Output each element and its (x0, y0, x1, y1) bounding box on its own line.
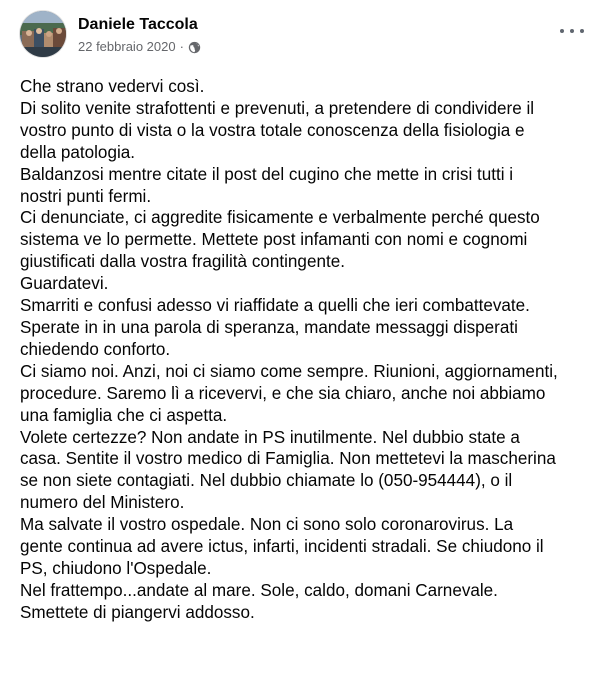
post-message-line: procedure. Saremo lì a ricevervi, e che sia chiaro, anche noi abbiamo (20, 383, 546, 403)
post-message-line: Ci denunciate, ci aggredite fisicamente e verbalmente perché questo (20, 208, 540, 228)
more-options-icon[interactable] (560, 23, 584, 39)
post-message-line: Smarriti e confusi adesso vi riaffidate a quelli che ieri combattevate. (20, 296, 530, 316)
post-message-line: casa. Sentite il vostro medico di Famiglia. Non mettetevi la mascherina (20, 449, 556, 469)
post-message-line: Ci siamo noi. Anzi, noi ci siamo come sempre. Riunioni, aggiornamenti, (20, 361, 558, 381)
post-message-line: numero del Ministero. (20, 493, 185, 513)
post-message-line: Ma salvate il vostro ospedale. Non ci sono solo coronarovirus. La (20, 515, 514, 535)
more-dot (580, 29, 584, 33)
post-message-line: Smettete di piangervi addosso. (20, 602, 255, 622)
more-dot (560, 29, 564, 33)
post-meta (78, 39, 201, 55)
post-message-line: Guardatevi. (20, 274, 109, 294)
meta-separator: · (179, 39, 184, 54)
globe-icon[interactable] (188, 41, 201, 54)
more-dot (570, 29, 574, 33)
post-message-line: vostro punto di vista o la vostra totale conoscenza della fisiologia e (20, 120, 525, 140)
post-message-line: Volete certezze? Non andate in PS inutilmente. Nel dubbio state a (20, 427, 520, 447)
post-message-line: nostri punti fermi. (20, 186, 152, 206)
post-message-line: Di solito venite strafottenti e prevenuti, a pretendere di condividere il (20, 98, 535, 118)
post-message-line: gente continua ad avere ictus, infarti, incidenti stradali. Se chiudono il (20, 537, 544, 557)
author-name[interactable]: Daniele Taccola (78, 16, 198, 33)
post-message-line: Sperate in in una parola di speranza, mandate messaggi disperati (20, 317, 518, 337)
post-message-line: una famiglia che ci aspetta. (20, 405, 228, 425)
post-message-line: sistema ve lo permette. Mettete post infamanti con nomi e cognomi (20, 230, 528, 250)
post-header (20, 11, 590, 61)
post-message-line: della patologia. (20, 142, 135, 162)
post-message-line: PS, chiudono l'Ospedale. (20, 558, 212, 578)
post-message-line: chiedendo conforto. (20, 339, 171, 359)
post-message-line: Nel frattempo...andate al mare. Sole, caldo, domani Carnevale. (20, 580, 498, 600)
post-message-line: se non siete contagiati. Nel dubbio chiamate lo (050-954444), o il (20, 471, 513, 491)
post-message-line: giustificati dalla vostra fragilità contingente. (20, 252, 345, 272)
post-message-line: Che strano vedervi così. (20, 77, 205, 96)
author-avatar[interactable] (20, 11, 66, 57)
post-date[interactable]: 22 febbraio 2020 (78, 39, 176, 54)
post-message (20, 76, 605, 624)
post-message-line: Baldanzosi mentre citate il post del cugino che mette in crisi tutti i (20, 164, 514, 184)
avatar-photo (20, 11, 66, 57)
